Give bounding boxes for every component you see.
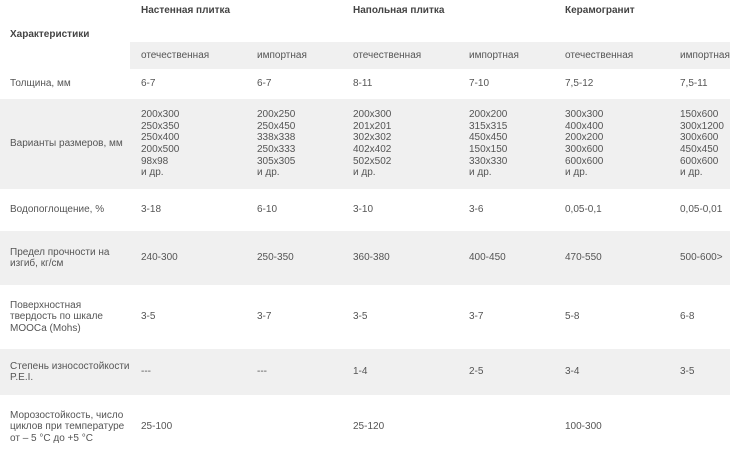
value-cell: 0,05-0,1 — [554, 189, 669, 231]
value-cell: 200x300 250x350 250x400 200x500 98x98 и др. — [130, 99, 246, 189]
value-cell: 150x600 300x1200 300x600 450x450 600x600 и др. — [669, 99, 730, 189]
value-cell: 25-100 — [130, 395, 246, 459]
header-group-wall-tile: Настенная плитка — [130, 0, 342, 42]
value-cell: 3-10 — [342, 189, 458, 231]
row-label: Варианты размеров, мм — [0, 99, 130, 189]
value-cell: 240-300 — [130, 231, 246, 285]
value-cell: 1-4 — [342, 349, 458, 395]
value-cell: 3-4 — [554, 349, 669, 395]
subheader-cell: импортная — [246, 42, 342, 69]
header-group-floor-tile: Напольная плитка — [342, 0, 554, 42]
table-row — [0, 285, 730, 349]
value-cell: 3-5 — [669, 349, 730, 395]
value-cell: 3-6 — [458, 189, 554, 231]
row-label: Степень износостойкости P.E.I. — [0, 349, 130, 395]
header-characteristics: Характеристики — [0, 0, 130, 69]
row-label: Водопоглощение, % — [0, 189, 130, 231]
table-row — [0, 189, 730, 231]
value-cell: --- — [246, 349, 342, 395]
value-cell: 6-10 — [246, 189, 342, 231]
value-cell: 6-7 — [246, 69, 342, 99]
value-cell: 200x200 315x315 450x450 150x150 330x330 и др. — [458, 99, 554, 189]
table-row — [0, 231, 730, 285]
row-label: Морозостойкость, число циклов при температуре от – 5 °С до +5 °С — [0, 395, 130, 459]
value-cell: 3-18 — [130, 189, 246, 231]
value-cell: 6-7 — [130, 69, 246, 99]
row-label: Толщина, мм — [0, 69, 130, 99]
value-cell: 360-380 — [342, 231, 458, 285]
value-cell: 200x250 250x450 338x338 250x333 305x305 и др. — [246, 99, 342, 189]
value-cell: 0,05-0,01 — [669, 189, 730, 231]
value-cell — [246, 395, 342, 459]
value-cell: 3-5 — [342, 285, 458, 349]
value-cell: 7,5-11 — [669, 69, 730, 99]
value-cell: 3-7 — [458, 285, 554, 349]
value-cell: 25-120 — [342, 395, 458, 459]
table-body — [0, 69, 730, 459]
row-label: Поверхностная твердость по шкале МООСа (Mohs) — [0, 285, 130, 349]
value-cell — [669, 395, 730, 459]
table-row — [0, 395, 730, 459]
value-cell: 300x300 400x400 200x200 300x600 600x600 и др. — [554, 99, 669, 189]
row-label: Предел прочности на изгиб, кг/см — [0, 231, 130, 285]
value-cell: 7,5-12 — [554, 69, 669, 99]
value-cell — [458, 395, 554, 459]
subheader-cell: отечественная — [342, 42, 458, 69]
subheader-cell: отечественная — [130, 42, 246, 69]
value-cell: 5-8 — [554, 285, 669, 349]
subheader-cell: импортная — [669, 42, 730, 69]
table-row — [0, 69, 730, 99]
table-row — [0, 99, 730, 189]
value-cell: 2-5 — [458, 349, 554, 395]
value-cell: --- — [130, 349, 246, 395]
value-cell: 3-7 — [246, 285, 342, 349]
value-cell: 400-450 — [458, 231, 554, 285]
subheader-cell: отечественная — [554, 42, 669, 69]
value-cell: 470-550 — [554, 231, 669, 285]
value-cell: 8-11 — [342, 69, 458, 99]
subheader-cell: импортная — [458, 42, 554, 69]
value-cell: 250-350 — [246, 231, 342, 285]
value-cell: 500-600> — [669, 231, 730, 285]
value-cell: 3-5 — [130, 285, 246, 349]
value-cell: 100-300 — [554, 395, 669, 459]
value-cell: 6-8 — [669, 285, 730, 349]
value-cell: 200x300 201x201 302x302 402x402 502x502 и др. — [342, 99, 458, 189]
header-row-groups — [0, 0, 730, 42]
header-group-porcelain: Керамогранит — [554, 0, 730, 42]
value-cell: 7-10 — [458, 69, 554, 99]
table-row — [0, 349, 730, 395]
